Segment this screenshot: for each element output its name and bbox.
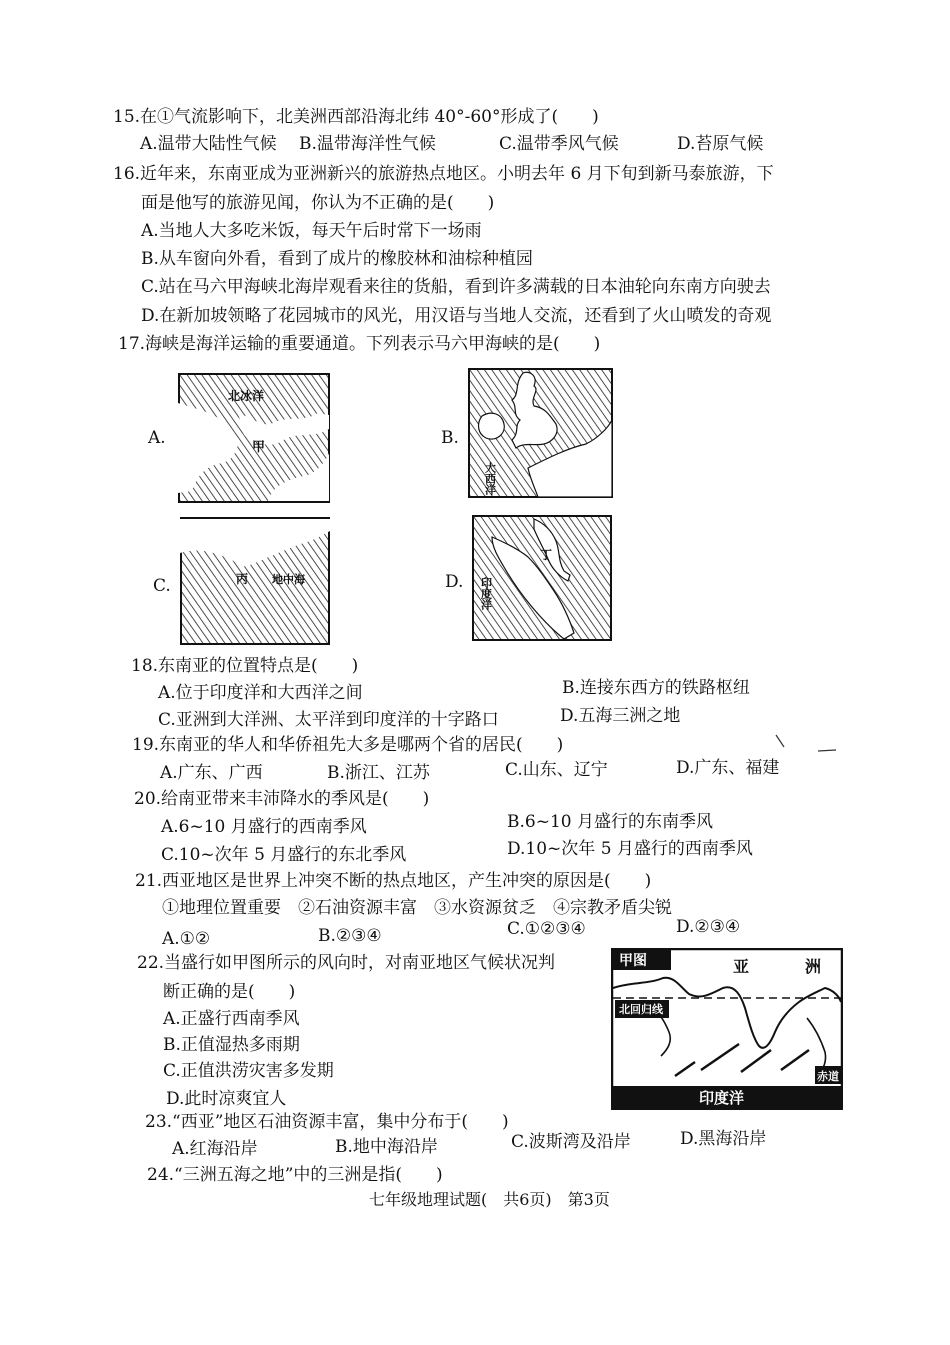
q19-option-d[interactable]: D.广东、福建: [676, 758, 780, 778]
q18-option-b[interactable]: B.连接东西方的铁路枢纽: [562, 678, 750, 698]
q20-stem: 20.给南亚带来丰沛降水的季风是( ): [134, 789, 430, 809]
q22-map-label-tropic: 北回归线: [619, 1003, 663, 1016]
q23-stem: 23.“西亚”地区石油资源丰富，集中分布于( ): [145, 1112, 509, 1132]
q24-stem: 24.“三洲五海之地”中的三洲是指( ): [147, 1165, 443, 1185]
q17-map-c: [180, 517, 330, 645]
q16-option-a[interactable]: A.当地人大多吃米饭，每天午后时常下一场雨: [141, 221, 482, 241]
q20-option-d[interactable]: D.10~次年 5 月盛行的西南季风: [507, 839, 753, 859]
q18-option-c[interactable]: C.亚洲到大洋洲、太平洋到印度洋的十字路口: [158, 710, 499, 730]
q18-stem: 18.东南亚的位置特点是( ): [131, 656, 359, 676]
q16-option-b[interactable]: B.从车窗向外看，看到了成片的橡胶林和油棕种植园: [141, 249, 533, 269]
q17-option-c[interactable]: C.: [153, 576, 171, 596]
q22-stem-line1: 22.当盛行如甲图所示的风向时，对南亚地区气候状况判: [137, 953, 556, 973]
q17-map-c-label-mediterranean: 地中海: [272, 573, 305, 586]
stray-pen-marks: [770, 733, 840, 757]
q17-map-d-label-indian-ocean: 印度洋: [479, 577, 493, 610]
q15-option-a[interactable]: A.温带大陆性气候: [140, 134, 277, 154]
q18-option-a[interactable]: A.位于印度洋和大西洋之间: [158, 683, 363, 703]
q17-map-d: [472, 515, 612, 641]
q20-option-a[interactable]: A.6~10 月盛行的西南季风: [161, 817, 367, 837]
q19-option-b[interactable]: B.浙江、江苏: [327, 763, 430, 783]
q16-stem-line2: 面是他写的旅游见闻，你认为不正确的是( ): [141, 193, 495, 213]
q22-map-label-equator: 赤道: [817, 1070, 839, 1083]
q19-option-a[interactable]: A.广东、广西: [160, 763, 263, 783]
q22-option-a[interactable]: A.正盛行西南季风: [163, 1009, 300, 1029]
q17-map-d-label-ding: 丁: [540, 548, 553, 562]
q23-option-a[interactable]: A.红海沿岸: [172, 1139, 258, 1159]
q22-stem-line2: 断正确的是( ): [163, 982, 296, 1002]
q20-option-b[interactable]: B.6~10 月盛行的东南季风: [507, 812, 713, 832]
q22-option-b[interactable]: B.正值湿热多雨期: [163, 1035, 300, 1055]
q21-stem: 21.西亚地区是世界上冲突不断的热点地区，产生冲突的原因是( ): [135, 871, 652, 891]
q15-option-d[interactable]: D.苔原气候: [677, 134, 764, 154]
q19-stem: 19.东南亚的华人和华侨祖先大多是哪两个省的居民( ): [132, 735, 564, 755]
q15-stem: 15.在①气流影响下，北美洲西部沿海北纬 40°-60°形成了( ): [113, 107, 599, 127]
q22-map-label-zhou: 洲: [805, 957, 822, 976]
q22-map-label-indian-ocean: 印度洋: [699, 1089, 745, 1107]
q17-map-a-label-jia: 甲: [252, 440, 266, 455]
page-footer: 七年级地理试题( 共6页) 第3页: [369, 1190, 610, 1209]
q23-option-c[interactable]: C.波斯湾及沿岸: [511, 1132, 631, 1152]
q21-choices-list: ①地理位置重要 ②石油资源丰富 ③水资源贫乏 ④宗教矛盾尖锐: [162, 898, 672, 918]
q22-map-label-asia: 亚: [733, 957, 750, 976]
q19-option-c[interactable]: C.山东、辽宁: [505, 760, 608, 780]
q21-option-c[interactable]: C.①②③④: [507, 919, 586, 939]
q17-map-b: [468, 368, 613, 498]
q17-option-b[interactable]: B.: [441, 428, 459, 448]
q21-option-b[interactable]: B.②③④: [318, 926, 382, 946]
q23-option-d[interactable]: D.黑海沿岸: [680, 1129, 767, 1149]
q16-option-d[interactable]: D.在新加坡领略了花园城市的风光，用汉语与当地人交流，还看到了火山喷发的奇观: [141, 306, 772, 326]
q18-option-d[interactable]: D.五海三洲之地: [560, 706, 681, 726]
q22-option-c[interactable]: C.正值洪涝灾害多发期: [163, 1061, 334, 1081]
q17-map-a-label-arctic: 北冰洋: [228, 389, 265, 403]
q22-option-d[interactable]: D.此时凉爽宜人: [166, 1089, 287, 1109]
q17-map-a: [178, 373, 330, 503]
q15-option-c[interactable]: C.温带季风气候: [499, 134, 619, 154]
q21-option-a[interactable]: A.①②: [162, 929, 211, 949]
q22-map-title: 甲图: [619, 953, 647, 969]
q17-option-a[interactable]: A.: [148, 428, 166, 448]
q20-option-c[interactable]: C.10~次年 5 月盛行的东北季风: [161, 845, 407, 865]
q21-option-d[interactable]: D.②③④: [676, 917, 741, 937]
q17-map-b-label-atlantic: 大西洋: [483, 462, 497, 495]
q22-map-jia: [611, 948, 843, 1110]
q17-map-c-label-bing: 丙: [236, 572, 249, 586]
q15-option-b[interactable]: B.温带海洋性气候: [299, 134, 436, 154]
q23-option-b[interactable]: B.地中海沿岸: [335, 1137, 438, 1157]
q17-stem: 17.海峡是海洋运输的重要通道。下列表示马六甲海峡的是( ): [118, 334, 601, 354]
q16-stem-line1: 16.近年来，东南亚成为亚洲新兴的旅游热点地区。小明去年 6 月下旬到新马泰旅游，下: [113, 164, 774, 184]
q17-option-d[interactable]: D.: [445, 572, 464, 592]
q16-option-c[interactable]: C.站在马六甲海峡北海岸观看来往的货船，看到许多满载的日本油轮向东南方向驶去: [141, 277, 771, 297]
